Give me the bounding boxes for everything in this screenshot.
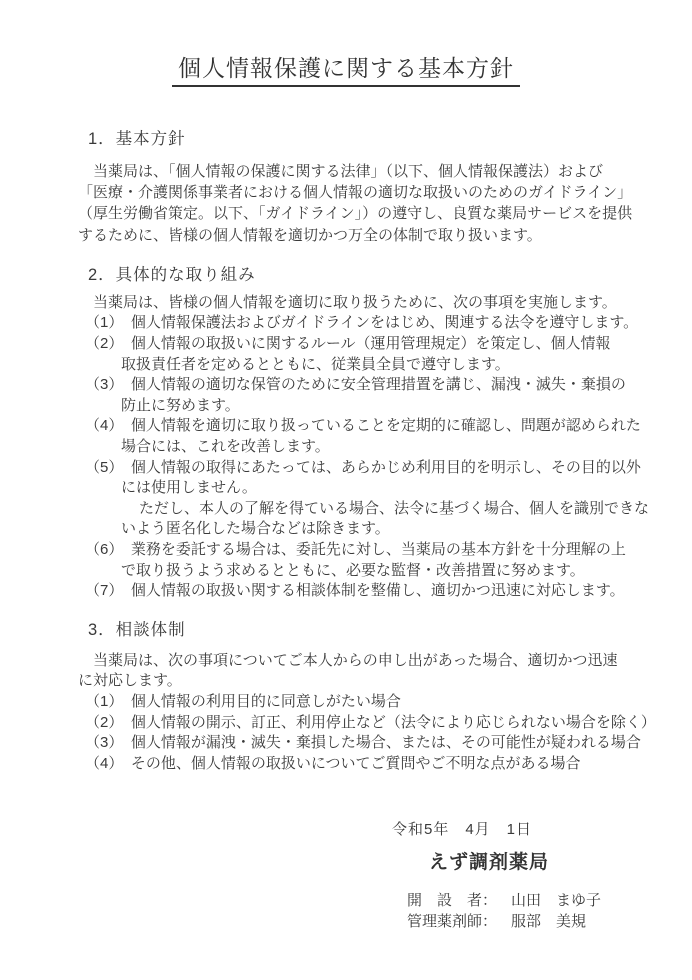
issue-date: 令和5年 4月 1日 (392, 821, 533, 839)
text-line: 当薬局は、「個人情報の保護に関する法律」（以下、個人情報保護法）および (78, 163, 604, 180)
list-item-continuation: 防止に努めます。 (121, 396, 240, 414)
list-item: （5） 個人情報の取得にあたっては、あらかじめ利用目的を明示し、その目的以外 (85, 458, 641, 476)
founder-label: 開 設 者： (407, 892, 498, 910)
section-concrete-measures (0, 265, 692, 602)
section-basic-policy (0, 129, 692, 246)
section-3-body (0, 651, 692, 775)
list-item: （6） 業務を委託する場合は、委託先に対し、当薬局の基本方針を十分理解の上 (85, 540, 626, 558)
list-item: （4） 個人情報を適切に取り扱っていることを定期的に確認し、問題が認められた (85, 417, 641, 435)
list-item: （2） 個人情報の開示、訂正、利用停止など（法令により応じられない場合を除く） (85, 713, 656, 731)
pharmacy-name: えず調剤薬局 (429, 852, 550, 874)
list-item: （3） 個人情報が漏洩・滅失・棄損した場合、または、その可能性が疑われる場合 (85, 734, 641, 752)
section-2-heading: 2．具体的な取り組み (88, 265, 256, 284)
list-item-continuation: いよう匿名化した場合などは除きます。 (121, 520, 390, 538)
list-item: （2） 個人情報の取扱いに関するルール（運用管理規定）を策定し、個人情報 (85, 335, 611, 352)
section-3-heading: 3．相談体制 (88, 620, 186, 639)
list-item: （1） 個人情報の利用目的に同意しがたい場合 (85, 692, 401, 710)
pharmacist-line (407, 912, 692, 933)
text-line: するために、皆様の個人情報を適切かつ万全の体制で取り扱います。 (78, 226, 542, 244)
founder-line (407, 891, 692, 912)
list-item-continuation: で取り扱うよう求めるとともに、必要な監督・改善措置に努めます。 (121, 561, 585, 579)
document-footer (0, 819, 692, 932)
list-item-continuation: には使用しません。 (121, 479, 257, 497)
document-title-text: 個人情報保護に関する基本方針 (172, 50, 520, 87)
list-item: （4） その他、個人情報の取扱いについてご質問やご不明な点がある場合 (85, 754, 581, 772)
list-item: （7） 個人情報の取扱い関する相談体制を整備し、適切かつ迅速に対応します。 (85, 582, 625, 600)
text-line: 「医療・介護関係事業者における個人情報の適切な取扱いのためのガイドライン」 (78, 184, 633, 202)
list-item: （1） 個人情報保護法およびガイドラインをはじめ、関連する法令を遵守します。 (85, 314, 639, 332)
text-line: 当薬局は、皆様の個人情報を適切に取り扱うために、次の事項を実施します。 (78, 293, 617, 311)
section-1-body (0, 161, 692, 246)
text-line: に対応します。 (78, 672, 182, 690)
list-item: （3） 個人情報の適切な保管のために安全管理措置を講じ、漏洩・滅失・棄損の (85, 376, 626, 394)
section-1-heading: 1．基本方針 (88, 130, 186, 148)
pharmacist-label: 管理薬剤師： (407, 912, 498, 930)
text-line: 当薬局は、次の事項についてご本人からの申し出があった場合、適切かつ迅速 (78, 651, 618, 669)
document-title (0, 0, 692, 87)
text-line: （厚生労働省策定。以下、「ガイドライン」）の遵守し、良質な薬局サービスを提供 (78, 205, 633, 223)
list-item-continuation: 場合には、これを改善します。 (121, 437, 330, 455)
signature-block (0, 891, 692, 932)
list-item-note: ただし、本人の了解を得ている場合、法令に基づく場合、個人を識別できな (139, 499, 650, 517)
section-2-body (0, 293, 692, 602)
pharmacist-value: 服部 美規 (511, 912, 587, 930)
founder-value: 山田 まゆ子 (511, 892, 602, 910)
list-item-continuation: 取扱責任者を定めるとともに、従業員全員で遵守します。 (121, 355, 510, 373)
section-consultation (0, 620, 692, 775)
